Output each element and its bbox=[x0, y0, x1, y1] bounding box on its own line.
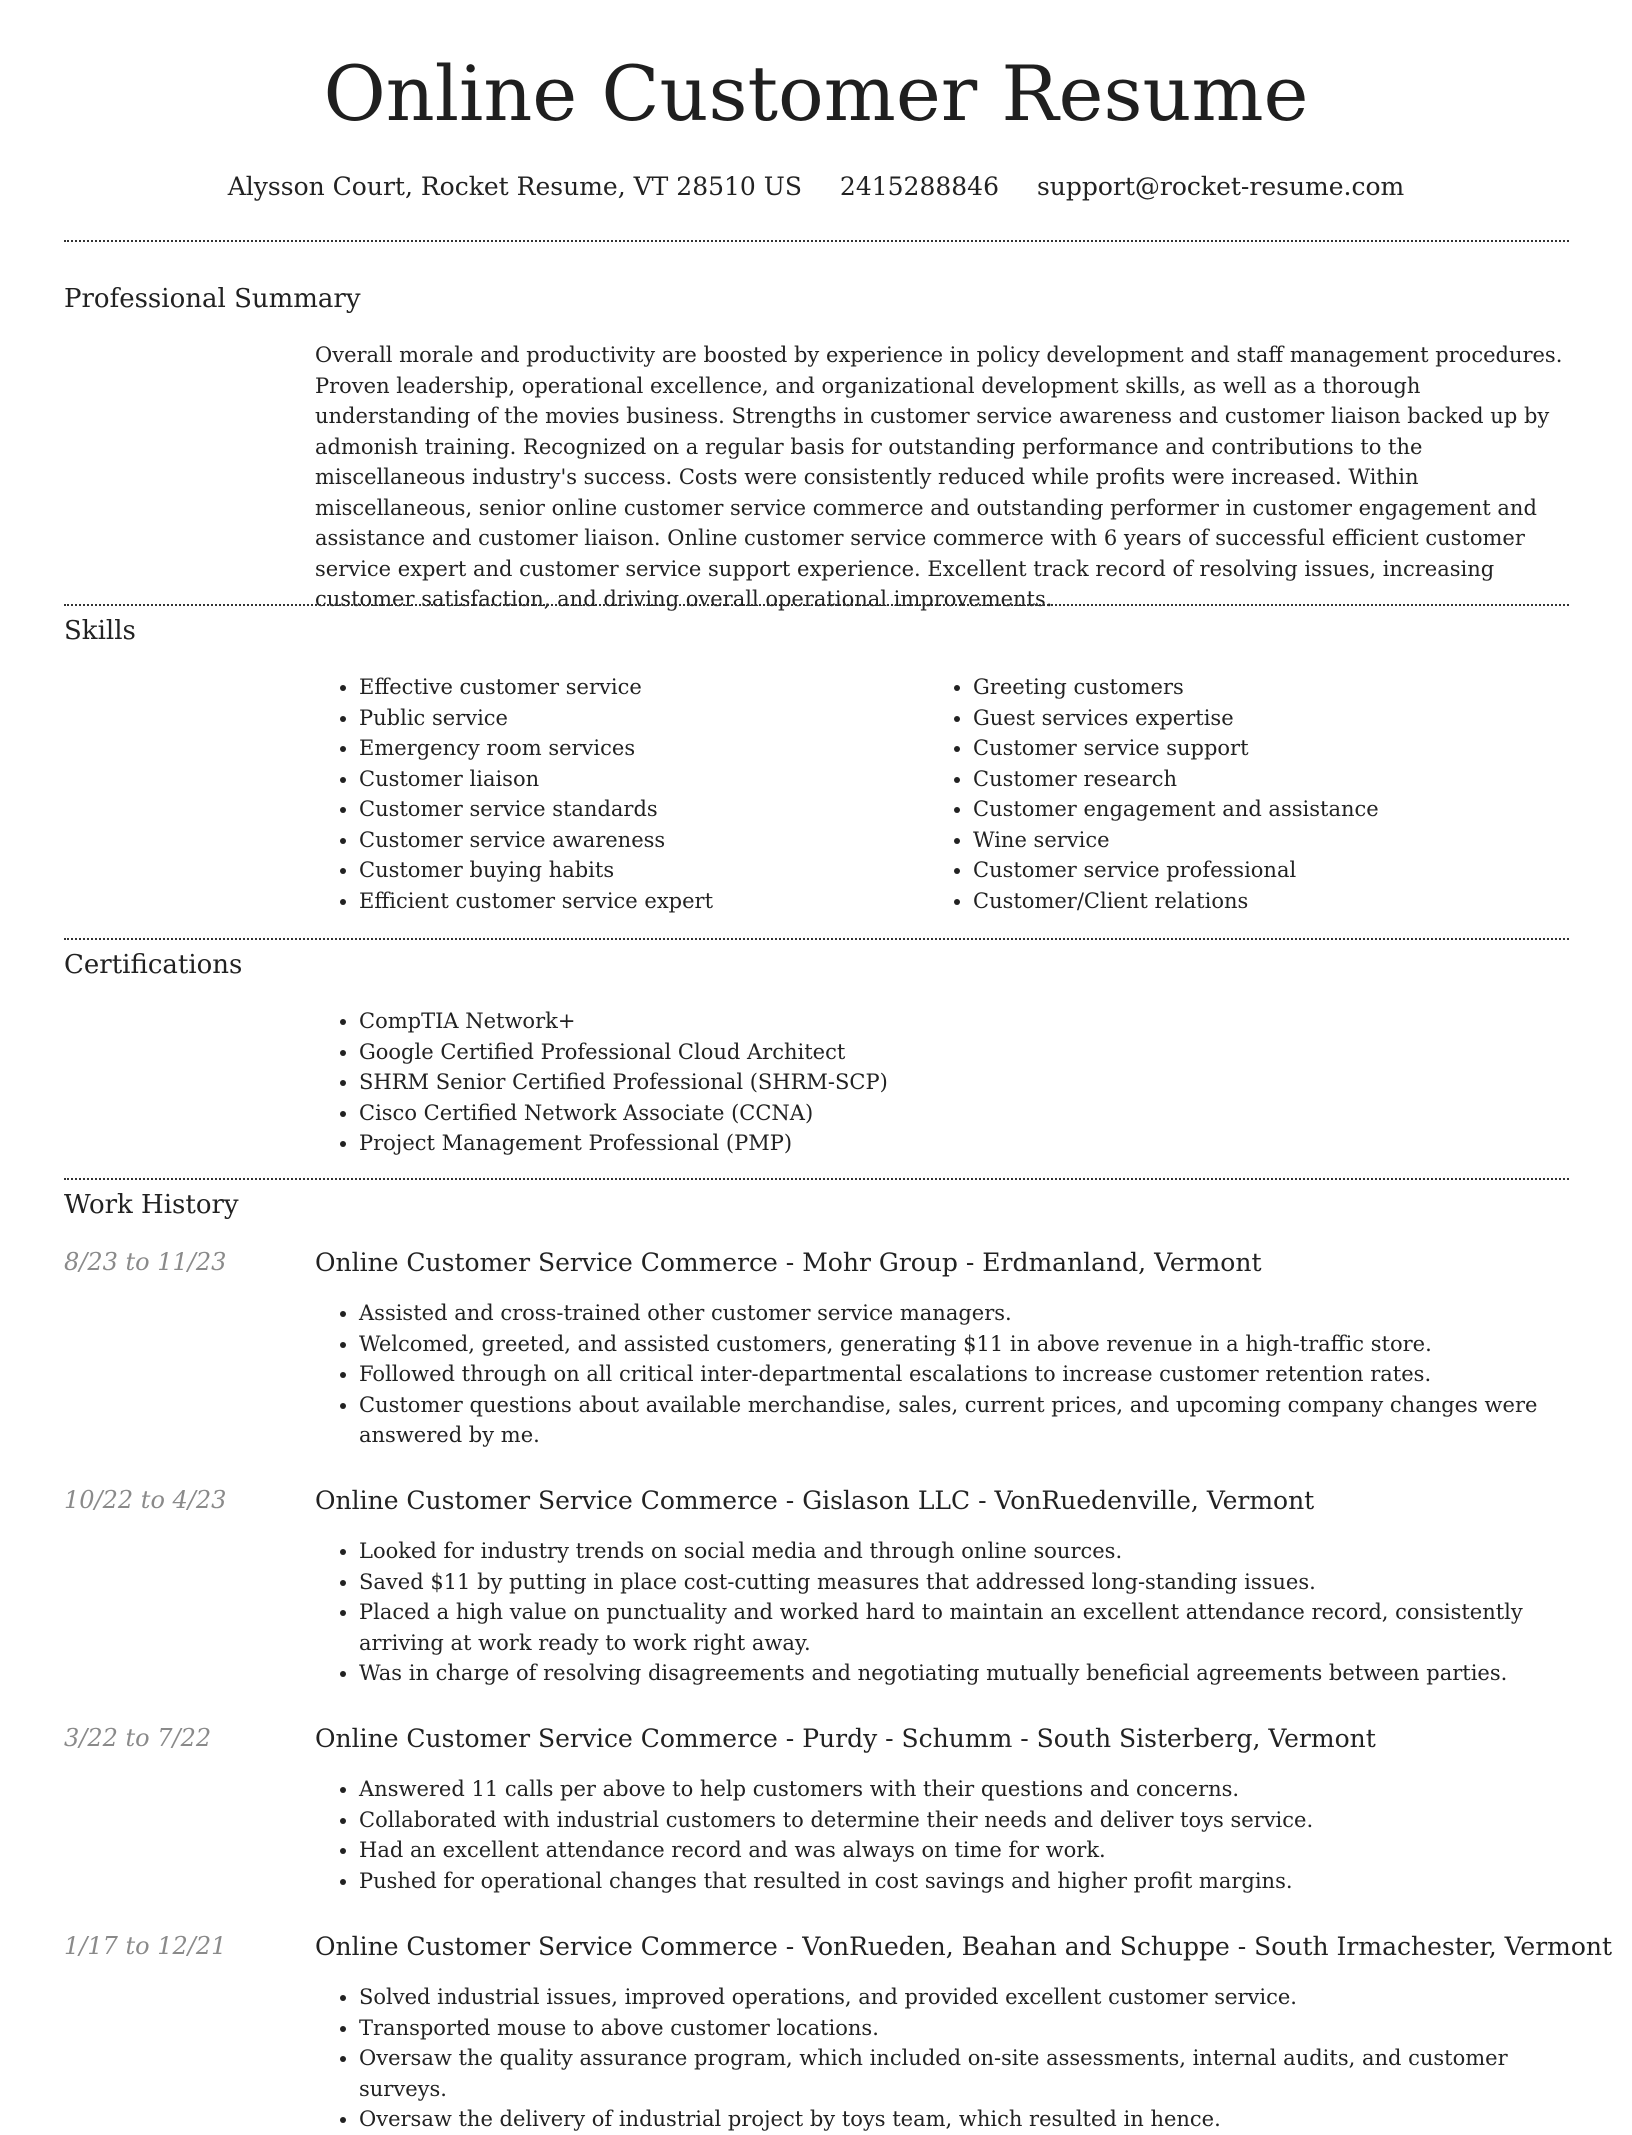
divider bbox=[64, 604, 1569, 606]
divider bbox=[64, 1178, 1569, 1180]
summary-text: Overall morale and productivity are boosted by experience in policy development and staff management procedures. Proven leadership, operational excellence, and organizational development skills, as well as a thorough understanding of the movies business. Strengths in customer service awareness and customer liaison backed up by admonish training. Recognized on a regular basis for outstanding performance and contributions to the miscellaneous industry's success. Costs were consistently reduced while profits were increased. Within miscellaneous, senior online customer service commerce and outstanding performer in customer engagement and assistance and customer liaison. Online customer service commerce with 6 years of successful efficient customer service expert and customer service support experience. Excellent track record of resolving issues, increasing customer satisfaction, and driving overall operational improvements. bbox=[315, 343, 1563, 611]
list-item: • Collaborated with industrial customers to determine their needs and deliver toys service. bbox=[359, 1805, 1599, 1836]
job-dates: 3/22 to 7/22 bbox=[64, 1724, 212, 1752]
email: support@rocket-resume.com bbox=[1036, 172, 1405, 201]
list-item: • Pushed for operational changes that resulted in cost savings and higher profit margins. bbox=[359, 1866, 1599, 1897]
divider bbox=[64, 938, 1569, 940]
list-item: • Customer research bbox=[973, 764, 1573, 795]
list-item: • Oversaw the quality assurance program, which included on-site assessments, internal audits, and customer surveys. bbox=[359, 2043, 1599, 2104]
list-item: • Customer service professional bbox=[973, 855, 1573, 886]
list-item: • Was in charge of resolving disagreements and negotiating mutually beneficial agreements between parties. bbox=[359, 1658, 1599, 1689]
list-item: • SHRM Senior Certified Professional (SHRM-SCP) bbox=[359, 1067, 1559, 1098]
list-item: • Looked for industry trends on social media and through online sources. bbox=[359, 1536, 1599, 1567]
list-item: • Project Management Professional (PMP) bbox=[359, 1128, 1559, 1159]
summary-heading: Professional Summary bbox=[64, 284, 361, 314]
list-item: • Cisco Certified Network Associate (CCNA) bbox=[359, 1098, 1559, 1129]
divider bbox=[64, 240, 1569, 242]
list-item: • Followed through on all critical inter-departmental escalations to increase customer retention rates. bbox=[359, 1359, 1599, 1390]
list-item: • Customer questions about available merchandise, sales, current prices, and upcoming company changes were answered by me. bbox=[359, 1390, 1599, 1451]
list-item: • Customer service awareness bbox=[359, 825, 919, 856]
list-item: • Saved $11 by putting in place cost-cutting measures that addressed long-standing issues. bbox=[359, 1567, 1599, 1598]
list-item: • Google Certified Professional Cloud Architect bbox=[359, 1037, 1559, 1068]
job-bullets bbox=[315, 1774, 1599, 1896]
list-item: • Customer service standards bbox=[359, 794, 919, 825]
job-bullets bbox=[315, 1536, 1599, 1689]
certifications-heading: Certifications bbox=[64, 950, 243, 980]
list-item: • Guest services expertise bbox=[973, 703, 1573, 734]
list-item: • Solved industrial issues, improved operations, and provided excellent customer service. bbox=[359, 1982, 1599, 2013]
list-item: • Greeting customers bbox=[973, 672, 1573, 703]
list-item: • Placed a high value on punctuality and worked hard to maintain an excellent attendance record, consistently arriving at work ready to work right away. bbox=[359, 1597, 1599, 1658]
job-dates: 1/17 to 12/21 bbox=[64, 1932, 227, 1960]
skills-list-left bbox=[315, 672, 919, 916]
list-item: • Customer/Client relations bbox=[973, 886, 1573, 917]
job-dates: 8/23 to 11/23 bbox=[64, 1248, 227, 1276]
list-item: • CompTIA Network+ bbox=[359, 1006, 1559, 1037]
work-history-heading: Work History bbox=[64, 1190, 239, 1220]
list-item: • Customer liaison bbox=[359, 764, 919, 795]
contact-line bbox=[0, 172, 1632, 201]
resume-title: Online Customer Resume bbox=[323, 49, 1309, 138]
skills-list-right bbox=[929, 672, 1573, 916]
list-item: • Oversaw the delivery of industrial project by toys team, which resulted in hence. bbox=[359, 2104, 1599, 2135]
list-item: • Efficient customer service expert bbox=[359, 886, 919, 917]
job-title: Online Customer Service Commerce - Gislason LLC - VonRuedenville, Vermont bbox=[315, 1486, 1315, 1515]
address: Alysson Court, Rocket Resume, VT 28510 US bbox=[227, 172, 802, 201]
list-item: • Welcomed, greeted, and assisted customers, generating $11 in above revenue in a high-traffic store. bbox=[359, 1329, 1599, 1360]
list-item: • Answered 11 calls per above to help customers with their questions and concerns. bbox=[359, 1774, 1599, 1805]
list-item: • Transported mouse to above customer locations. bbox=[359, 2013, 1599, 2044]
job-title: Online Customer Service Commerce - VonRueden, Beahan and Schuppe - South Irmachester, Vermont bbox=[315, 1932, 1613, 1961]
list-item: • Effective customer service bbox=[359, 672, 919, 703]
job-title: Online Customer Service Commerce - Mohr Group - Erdmanland, Vermont bbox=[315, 1248, 1262, 1277]
job-bullets bbox=[315, 1298, 1599, 1451]
skills-heading: Skills bbox=[64, 616, 136, 646]
list-item: • Wine service bbox=[973, 825, 1573, 856]
list-item: • Had an excellent attendance record and was always on time for work. bbox=[359, 1835, 1599, 1866]
list-item: • Customer buying habits bbox=[359, 855, 919, 886]
list-item: • Customer engagement and assistance bbox=[973, 794, 1573, 825]
list-item: • Customer service support bbox=[973, 733, 1573, 764]
list-item: • Public service bbox=[359, 703, 919, 734]
certifications-list bbox=[315, 1006, 1559, 1159]
list-item: • Assisted and cross-trained other customer service managers. bbox=[359, 1298, 1599, 1329]
job-dates: 10/22 to 4/23 bbox=[64, 1486, 227, 1514]
job-title: Online Customer Service Commerce - Purdy - Schumm - South Sisterberg, Vermont bbox=[315, 1724, 1376, 1753]
phone: 2415288846 bbox=[839, 172, 999, 201]
list-item: • Emergency room services bbox=[359, 733, 919, 764]
